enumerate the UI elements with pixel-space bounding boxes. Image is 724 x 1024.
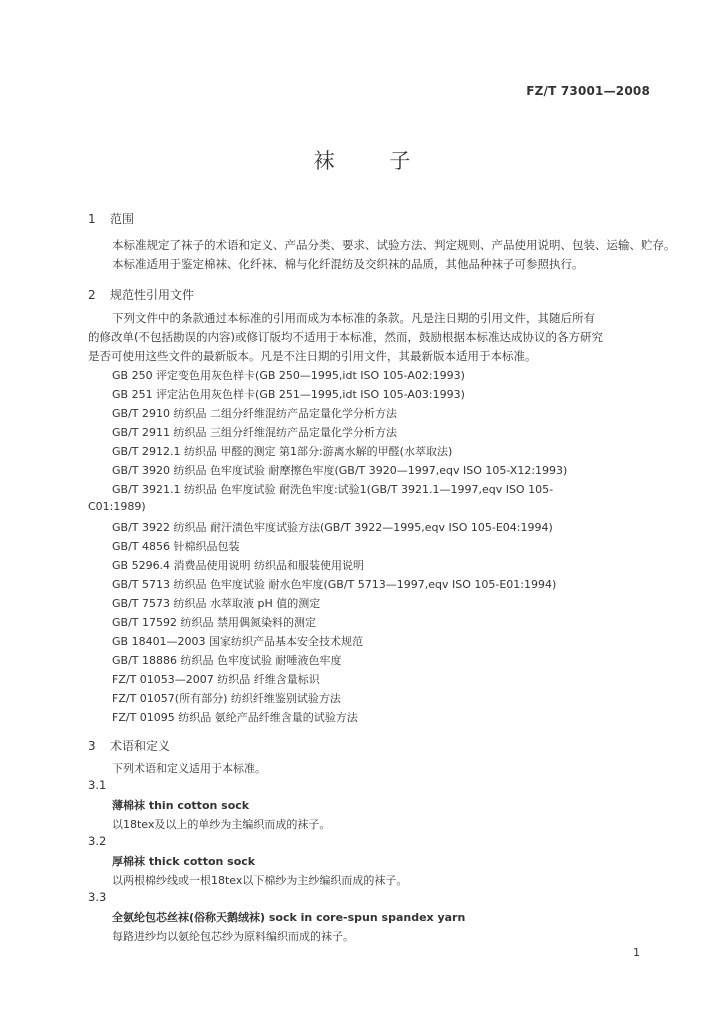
term-name: 全氨纶包芯丝袜(俗称天鹅绒袜) sock in core-spun spandex yarn [112, 911, 466, 924]
section-title: 术语和定义 [110, 739, 171, 753]
document-title: 袜 子 [313, 149, 435, 173]
reference-item: GB/T 7573 纺织品 水萃取液 pH 值的测定 [112, 597, 321, 610]
reference-item: GB 251 评定沾色用灰色样卡(GB 251—1995,idt ISO 105-A03:1993) [112, 388, 465, 401]
term-definition: 以18tex及以上的单纱为主编织而成的袜子。 [112, 818, 331, 831]
section-2-intro-line: 的修改单(不包括勘误的内容)或修订版均不适用于本标准，然而，鼓励根据本标准达成协议的各方研究 [88, 330, 603, 344]
term-definition: 每路进纱均以氨纶包芯纱为原料编织而成的袜子。 [112, 930, 354, 943]
section-title: 范围 [110, 212, 135, 226]
reference-item: GB 250 评定变色用灰色样卡(GB 250—1995,idt ISO 105-A02:1993) [112, 369, 465, 382]
section-1-paragraph: 本标准适用于鉴定棉袜、化纤袜、棉与化纤混纺及交织袜的品质，其他品种袜子可参照执行。 [112, 257, 584, 271]
section-3-heading [88, 737, 170, 754]
reference-item: GB 5296.4 消费品使用说明 纺织品和服装使用说明 [112, 559, 365, 572]
section-2-intro-line: 下列文件中的条款通过本标准的引用而成为本标准的条款。凡是注日期的引用文件，其随后所有 [112, 311, 595, 325]
reference-item: GB/T 18886 纺织品 色牢度试验 耐唾液色牢度 [112, 654, 342, 667]
section-title: 规范性引用文件 [110, 288, 195, 302]
page-number: 1 [633, 946, 640, 959]
section-number: 1 [88, 212, 96, 226]
term-number: 3.3 [88, 890, 107, 904]
section-1-paragraph: 本标准规定了袜子的术语和定义、产品分类、要求、试验方法、判定规则、产品使用说明、包装、运输、贮存。 [112, 238, 676, 252]
reference-item: FZ/T 01057(所有部分) 纺织纤维鉴别试验方法 [112, 692, 341, 705]
reference-item: GB/T 3921.1 纺织品 色牢度试验 耐洗色牢度:试验1(GB/T 3921.1—1997,eqv ISO 105- [112, 483, 554, 496]
section-1-heading [88, 210, 134, 227]
reference-item-continued: C01:1989) [88, 500, 146, 513]
term-definition: 以两根棉纱线或一根18tex以下棉纱为主纱编织而成的袜子。 [112, 874, 408, 887]
reference-item: GB/T 17592 纺织品 禁用偶氮染料的测定 [112, 616, 316, 629]
section-2-heading [88, 286, 194, 303]
term-name: 薄棉袜 thin cotton sock [112, 799, 250, 812]
reference-item: GB/T 2912.1 纺织品 甲醛的测定 第1部分:游离水解的甲醛(水萃取法) [112, 445, 453, 458]
reference-item: FZ/T 01095 纺织品 氨纶产品纤维含量的试验方法 [112, 711, 358, 724]
term-name: 厚棉袜 thick cotton sock [112, 855, 256, 868]
reference-item: GB/T 4856 针棉织品包装 [112, 540, 240, 553]
reference-item: GB/T 2911 纺织品 三组分纤维混纺产品定量化学分析方法 [112, 426, 397, 439]
section-2-intro-line: 是否可使用这些文件的最新版本。凡是不注日期的引用文件，其最新版本适用于本标准。 [88, 349, 537, 363]
reference-item: GB/T 3922 纺织品 耐汗渍色牢度试验方法(GB/T 3922—1995,eqv ISO 105-E04:1994) [112, 521, 553, 534]
term-number: 3.1 [88, 778, 107, 792]
reference-item: GB/T 2910 纺织品 二组分纤维混纺产品定量化学分析方法 [112, 407, 397, 420]
reference-item: FZ/T 01053—2007 纺织品 纤维含量标识 [112, 673, 320, 686]
section-number: 3 [88, 739, 96, 753]
section-3-intro: 下列术语和定义适用于本标准。 [112, 762, 266, 775]
reference-item: GB/T 5713 纺织品 色牢度试验 耐水色牢度(GB/T 5713—1997,eqv ISO 105-E01:1994) [112, 578, 557, 591]
term-number: 3.2 [88, 834, 107, 848]
section-number: 2 [88, 288, 96, 302]
reference-item: GB 18401—2003 国家纺织产品基本安全技术规范 [112, 635, 364, 648]
standard-number: FZ/T 73001—2008 [526, 84, 650, 98]
reference-item: GB/T 3920 纺织品 色牢度试验 耐摩擦色牢度(GB/T 3920—1997,eqv ISO 105-X12:1993) [112, 464, 568, 477]
